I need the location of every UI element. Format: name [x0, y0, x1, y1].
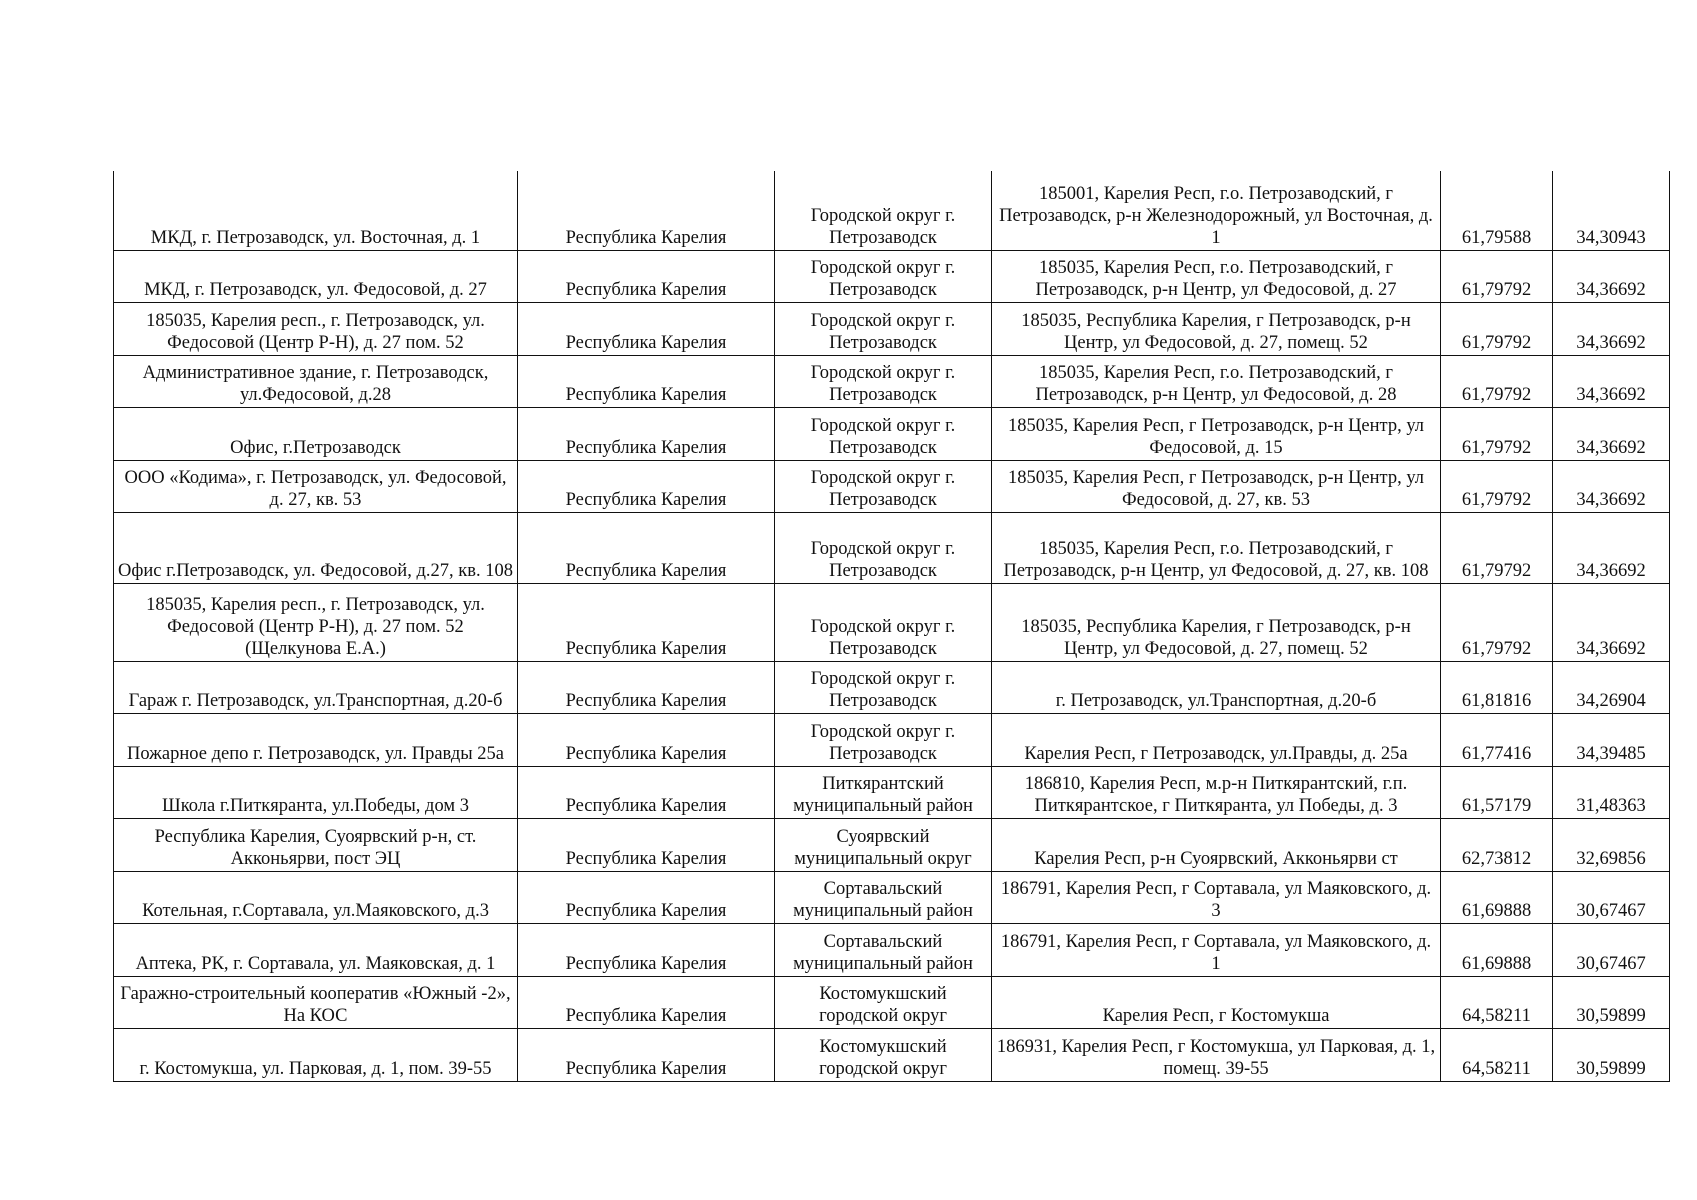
table-row: [114, 976, 1670, 1028]
municipality-cell: Сортавальский муниципальный район: [775, 871, 992, 923]
longitude-cell: 34,36692: [1553, 302, 1670, 355]
latitude-cell: 61,79792: [1441, 512, 1553, 583]
latitude-cell: 61,57179: [1441, 766, 1553, 818]
municipality-cell: Городской округ г. Петрозаводск: [775, 302, 992, 355]
municipality-cell: Городской округ г. Петрозаводск: [775, 460, 992, 512]
address-cell: 186791, Карелия Респ, г Сортавала, ул Маяковского, д. 3: [992, 871, 1441, 923]
object-name-cell: ООО «Кодима», г. Петрозаводск, ул. Федосовой, д. 27, кв. 53: [114, 460, 518, 512]
latitude-cell: 61,81816: [1441, 661, 1553, 713]
table-row: [114, 250, 1670, 302]
longitude-cell: 34,36692: [1553, 512, 1670, 583]
longitude-cell: 34,26904: [1553, 661, 1670, 713]
longitude-cell: 34,30943: [1553, 171, 1670, 250]
objects-table-body: [114, 171, 1670, 1081]
table-row: [114, 460, 1670, 512]
longitude-cell: 34,36692: [1553, 583, 1670, 661]
object-name-cell: Пожарное депо г. Петрозаводск, ул. Правды 25а: [114, 713, 518, 766]
address-cell: 186810, Карелия Респ, м.р-н Питкярантский, г.п. Питкярантское, г Питкяранта, ул Победы, д. 3: [992, 766, 1441, 818]
objects-table: [113, 171, 1670, 1082]
longitude-cell: 30,59899: [1553, 976, 1670, 1028]
address-cell: Карелия Респ, р-н Суоярвский, Акконьярви ст: [992, 818, 1441, 871]
table-row: [114, 407, 1670, 460]
region-cell: Республика Карелия: [518, 171, 775, 250]
address-cell: 185001, Карелия Респ, г.о. Петрозаводский, г Петрозаводск, р-н Железнодорожный, ул Восточная, д. 1: [992, 171, 1441, 250]
address-cell: 186791, Карелия Респ, г Сортавала, ул Маяковского, д. 1: [992, 923, 1441, 976]
address-cell: 185035, Карелия Респ, г Петрозаводск, р-н Центр, ул Федосовой, д. 15: [992, 407, 1441, 460]
object-name-cell: Гаражно-строительный кооператив «Южный -2», На КОС: [114, 976, 518, 1028]
table-row: [114, 923, 1670, 976]
latitude-cell: 61,69888: [1441, 923, 1553, 976]
region-cell: Республика Карелия: [518, 302, 775, 355]
municipality-cell: Городской округ г. Петрозаводск: [775, 713, 992, 766]
region-cell: Республика Карелия: [518, 250, 775, 302]
address-cell: г. Петрозаводск, ул.Транспортная, д.20-б: [992, 661, 1441, 713]
latitude-cell: 61,79792: [1441, 302, 1553, 355]
address-cell: 185035, Карелия Респ, г.о. Петрозаводский, г Петрозаводск, р-н Центр, ул Федосовой, д. 27: [992, 250, 1441, 302]
address-cell: 185035, Карелия Респ, г Петрозаводск, р-н Центр, ул Федосовой, д. 27, кв. 53: [992, 460, 1441, 512]
latitude-cell: 61,79792: [1441, 407, 1553, 460]
longitude-cell: 34,36692: [1553, 250, 1670, 302]
longitude-cell: 31,48363: [1553, 766, 1670, 818]
municipality-cell: Городской округ г. Петрозаводск: [775, 512, 992, 583]
region-cell: Республика Карелия: [518, 766, 775, 818]
table-row: [114, 583, 1670, 661]
object-name-cell: Школа г.Питкяранта, ул.Победы, дом 3: [114, 766, 518, 818]
table-row: [114, 871, 1670, 923]
object-name-cell: Гараж г. Петрозаводск, ул.Транспортная, д.20-б: [114, 661, 518, 713]
latitude-cell: 64,58211: [1441, 976, 1553, 1028]
latitude-cell: 61,79792: [1441, 460, 1553, 512]
latitude-cell: 61,79792: [1441, 355, 1553, 407]
address-cell: Карелия Респ, г Петрозаводск, ул.Правды, д. 25а: [992, 713, 1441, 766]
region-cell: Республика Карелия: [518, 407, 775, 460]
table-row: [114, 512, 1670, 583]
address-cell: 185035, Республика Карелия, г Петрозаводск, р-н Центр, ул Федосовой, д. 27, помещ. 52: [992, 302, 1441, 355]
object-name-cell: г. Костомукша, ул. Парковая, д. 1, пом. 39-55: [114, 1028, 518, 1081]
address-cell: 185035, Карелия Респ, г.о. Петрозаводский, г Петрозаводск, р-н Центр, ул Федосовой, д. 28: [992, 355, 1441, 407]
region-cell: Республика Карелия: [518, 583, 775, 661]
longitude-cell: 32,69856: [1553, 818, 1670, 871]
municipality-cell: Городской округ г. Петрозаводск: [775, 661, 992, 713]
object-name-cell: Административное здание, г. Петрозаводск, ул.Федосовой, д.28: [114, 355, 518, 407]
region-cell: Республика Карелия: [518, 355, 775, 407]
object-name-cell: Офис г.Петрозаводск, ул. Федосовой, д.27, кв. 108: [114, 512, 518, 583]
longitude-cell: 34,36692: [1553, 460, 1670, 512]
region-cell: Республика Карелия: [518, 976, 775, 1028]
table-row: [114, 766, 1670, 818]
latitude-cell: 62,73812: [1441, 818, 1553, 871]
municipality-cell: Городской округ г. Петрозаводск: [775, 407, 992, 460]
object-name-cell: МКД, г. Петрозаводск, ул. Федосовой, д. 27: [114, 250, 518, 302]
table-row: [114, 818, 1670, 871]
object-name-cell: МКД, г. Петрозаводск, ул. Восточная, д. 1: [114, 171, 518, 250]
object-name-cell: 185035, Карелия респ., г. Петрозаводск, ул. Федосовой (Центр Р-Н), д. 27 пом. 52 (Щелкунова Е.А.): [114, 583, 518, 661]
region-cell: Республика Карелия: [518, 871, 775, 923]
region-cell: Республика Карелия: [518, 818, 775, 871]
table-row: [114, 1028, 1670, 1081]
longitude-cell: 34,36692: [1553, 355, 1670, 407]
municipality-cell: Костомукшский городской округ: [775, 976, 992, 1028]
latitude-cell: 64,58211: [1441, 1028, 1553, 1081]
object-name-cell: Котельная, г.Сортавала, ул.Маяковского, д.3: [114, 871, 518, 923]
table-row: [114, 713, 1670, 766]
municipality-cell: Городской округ г. Петрозаводск: [775, 250, 992, 302]
address-cell: 186931, Карелия Респ, г Костомукша, ул Парковая, д. 1, помещ. 39-55: [992, 1028, 1441, 1081]
table-row: [114, 171, 1670, 250]
latitude-cell: 61,79792: [1441, 250, 1553, 302]
table-row: [114, 302, 1670, 355]
region-cell: Республика Карелия: [518, 512, 775, 583]
region-cell: Республика Карелия: [518, 661, 775, 713]
region-cell: Республика Карелия: [518, 1028, 775, 1081]
municipality-cell: Суоярвский муниципальный округ: [775, 818, 992, 871]
object-name-cell: Аптека, РК, г. Сортавала, ул. Маяковская, д. 1: [114, 923, 518, 976]
municipality-cell: Городской округ г. Петрозаводск: [775, 355, 992, 407]
longitude-cell: 34,36692: [1553, 407, 1670, 460]
region-cell: Республика Карелия: [518, 923, 775, 976]
longitude-cell: 30,67467: [1553, 871, 1670, 923]
municipality-cell: Сортавальский муниципальный район: [775, 923, 992, 976]
address-cell: 185035, Республика Карелия, г Петрозаводск, р-н Центр, ул Федосовой, д. 27, помещ. 52: [992, 583, 1441, 661]
municipality-cell: Костомукшский городской округ: [775, 1028, 992, 1081]
longitude-cell: 30,67467: [1553, 923, 1670, 976]
object-name-cell: Республика Карелия, Суоярвский р-н, ст. Акконьярви, пост ЭЦ: [114, 818, 518, 871]
object-name-cell: 185035, Карелия респ., г. Петрозаводск, ул. Федосовой (Центр Р-Н), д. 27 пом. 52: [114, 302, 518, 355]
table-row: [114, 661, 1670, 713]
latitude-cell: 61,79588: [1441, 171, 1553, 250]
longitude-cell: 30,59899: [1553, 1028, 1670, 1081]
latitude-cell: 61,69888: [1441, 871, 1553, 923]
address-cell: Карелия Респ, г Костомукша: [992, 976, 1441, 1028]
latitude-cell: 61,79792: [1441, 583, 1553, 661]
latitude-cell: 61,77416: [1441, 713, 1553, 766]
municipality-cell: Городской округ г. Петрозаводск: [775, 171, 992, 250]
municipality-cell: Городской округ г. Петрозаводск: [775, 583, 992, 661]
region-cell: Республика Карелия: [518, 713, 775, 766]
region-cell: Республика Карелия: [518, 460, 775, 512]
municipality-cell: Питкярантский муниципальный район: [775, 766, 992, 818]
object-name-cell: Офис, г.Петрозаводск: [114, 407, 518, 460]
table-row: [114, 355, 1670, 407]
longitude-cell: 34,39485: [1553, 713, 1670, 766]
address-cell: 185035, Карелия Респ, г.о. Петрозаводский, г Петрозаводск, р-н Центр, ул Федосовой, д. 27, кв. 108: [992, 512, 1441, 583]
